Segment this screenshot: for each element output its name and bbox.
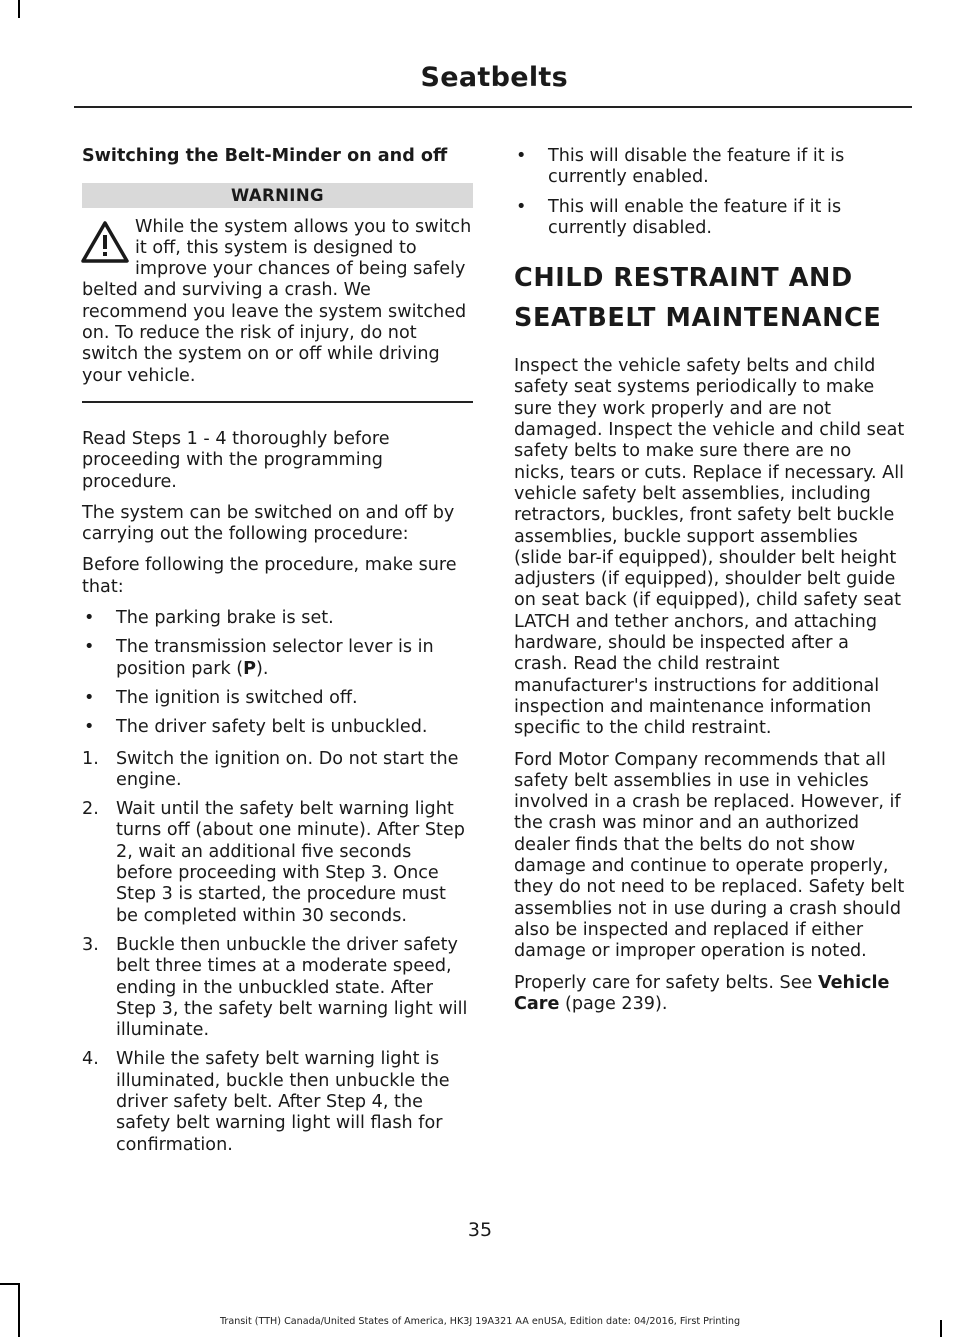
list-item: • The ignition is switched off. [84,687,358,708]
warning-divider [82,401,473,403]
para-before-following: Before following the procedure, make sure that: [82,555,457,597]
list-item: • This will disable the feature if it is currently enabled. [516,146,845,188]
result-list [514,146,906,239]
header-divider [74,106,912,108]
list-item: • This will enable the feature if it is currently disabled. [516,196,842,238]
left-column [82,146,473,1166]
para-care: Properly care for safety belts. See Vehicle Care (page 239). [514,972,890,1014]
list-item: • The driver safety belt is unbuckled. [84,717,428,738]
page-title: Seatbelts [420,62,568,93]
step-item: 3. Buckle then unbuckle the driver safety belt three times at a moderate speed, ending in the unbuckled state. After Step 3, the safety belt warning light will illuminate. [82,934,468,1041]
precondition-list [82,608,473,738]
para-system-switch: The system can be switched on and off by carrying out the following procedure: [82,502,455,545]
footer-edition-info: Transit (TTH) Canada/United States of America, HK3J 19A321 AA enUSA, Edition date: 04/2016, First Printing [219,1316,741,1327]
page-number: 35 [467,1219,493,1241]
warning-triangle-icon [80,220,130,264]
subheading-belt-minder: Switching the Belt-Minder on and off [82,146,448,166]
warning-body [82,217,473,387]
step-item: 4. While the safety belt warning light is illuminated, buckle then unbuckle the driver safety belt. After Step 4, the safety belt warning light will flash for confirmation. [82,1049,450,1155]
warning-text: While the system allows you to switch it off, this system is designed to improve your chances of being safely belted and surviving a crash. We recommend you leave the system switched on. To reduce the risk of injury, do not switch the system on or off while driving your vehicle. [82,216,472,386]
crop-mark-bottom-left [18,1283,20,1337]
step-item: 1. Switch the ignition on. Do not start the engine. [82,748,459,790]
section-heading: CHILD RESTRAINT AND SEATBELT MAINTENANCE [514,263,882,334]
vehicle-care-link[interactable]: Vehicle Care [514,972,890,1014]
crop-mark-top-left [18,0,20,18]
warning-label: WARNING [82,183,473,207]
list-item: • The transmission selector lever is in position park (P). [84,637,434,679]
warning-box [82,183,473,403]
para-ford-recommends: Ford Motor Company recommends that all safety belt assemblies in use in vehicles involved in a crash be replaced. However, if the crash was minor and an authorized dealer finds that the belts do not show damage and continue to operate properly, they do not need to be replaced. Safety belt assemblies not in use during a crash should also be inspected and replaced if either damage or improper operation is noted. [514,749,905,962]
list-item: • The parking brake is set. [84,608,334,629]
para-inspect: Inspect the vehicle safety belts and child safety seat systems periodically to make sure they work properly and are not damaged. Inspect the vehicle and child seat safety belts to make sure there are no nicks, tears or cuts. Replace if necessary. All vehicle safety belt assemblies, including retractors, buckles, front safety belt buckle assemblies, buckle support assemblies (slide bar-if equipped), shoulder belt height adjusters (if equipped), shoulder belt guide on seat back (if equipped), child safety seat LATCH and tether anchors, and attaching hardware, should be inspected after a crash. Read the child restraint manufacturer's instructions for additional inspection and maintenance information specific to the child restraint. [514,356,905,739]
procedure-steps [82,749,473,1156]
right-column [514,146,906,1025]
step-item: 2. Wait until the safety belt warning light turns off (about one minute). After Step 2, wait an additional five seconds before proceeding with Step 3. Once Step 3 is started, the procedure must be completed within 30 seconds. [82,799,465,926]
para-read-steps: Read Steps 1 - 4 thoroughly before proceeding with the programming procedure. [82,428,390,492]
crop-mark-bottom-left-h [0,1283,18,1285]
